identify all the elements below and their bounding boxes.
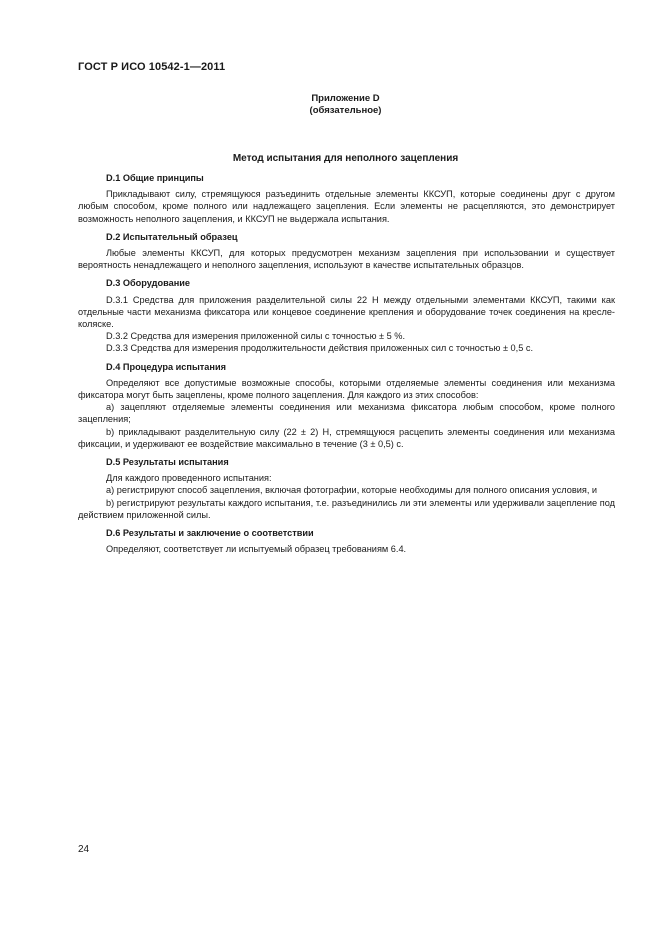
- section-d1: [78, 172, 615, 225]
- section-heading: D.5 Результаты испытания: [106, 457, 229, 468]
- paragraph: Определяют все допустимые возможные способы, которыми отделяемые элементы соединения или механизма фиксатора могут быть зацеплены, кроме полного зацепления. Для каждого из этих способов:: [78, 377, 615, 401]
- paragraph: а) регистрируют способ зацепления, включая фотографии, которые необходимы для полного описания условия, и: [106, 485, 598, 496]
- section-heading: D.3 Оборудование: [106, 278, 191, 289]
- annex-status: (обязательное): [309, 105, 382, 116]
- paragraph: b) регистрируют результаты каждого испытания, т.е. разъединились ли эти элементы или удерживали зацепление под действием приложенной силы.: [78, 497, 615, 520]
- section-d5: [78, 456, 615, 521]
- section-heading: D.6 Результаты и заключение о соответствии: [106, 528, 314, 539]
- section-d3: [78, 277, 615, 354]
- method-title: Метод испытания для неполного зацепления: [232, 153, 459, 164]
- section-d6: [78, 527, 615, 555]
- section-heading: D.2 Испытательный образец: [106, 231, 238, 242]
- page-number: 24: [78, 844, 90, 855]
- paragraph: Определяют, соответствует ли испытуемый образец требованиям 6.4.: [106, 544, 407, 555]
- paragraph: D.3.3 Средства для измерения продолжительности действия приложенных сил с точностью ± 0,5 с.: [106, 343, 534, 354]
- paragraph: b) прикладывают разделительную силу (22 ± 2) Н, стремящуюся расцепить элементы соединения или механизма фиксации, и удерживают ее воздействие максимально в течение (3 ± 0,5) с.: [78, 426, 615, 449]
- section-d2: [78, 231, 615, 272]
- paragraph: Прикладывают силу, стремящуюся разъединить отдельные элементы ККСУП, которые соединены друг с другом любым способом, кроме полного или надлежащего зацепления. Если элементы не расцепляются, это демонстрирует возможность неполного зацепления, и ККСУП не выдержала испытания.: [78, 189, 615, 224]
- document-code: ГОСТ Р ИСО 10542-1—2011: [78, 61, 226, 73]
- section-d4: [78, 361, 615, 450]
- paragraph: D.3.1 Средства для приложения разделительной силы 22 Н между отдельными элементами ККСУП, такими как отдельные части механизма фиксатора или концевое соединение крепления и оборудование точек соединения на кресле-коляске.: [78, 294, 615, 330]
- paragraph: а) зацепляют отделяемые элементы соединения или механизма фиксатора любым способом, кроме полного зацепления;: [78, 402, 615, 425]
- annex-title: Приложение D: [311, 93, 380, 104]
- section-heading: D.1 Общие принципы: [106, 173, 204, 183]
- paragraph: Для каждого проведенного испытания:: [106, 473, 272, 484]
- section-heading: D.4 Процедура испытания: [106, 361, 226, 372]
- document-body: [78, 172, 615, 561]
- paragraph: D.3.2 Средства для измерения приложенной силы с точностью ± 5 %.: [106, 331, 406, 342]
- paragraph: Любые элементы ККСУП, для которых предусмотрен механизм зацепления при использовании и существует вероятность ненадлежащего и неполного зацепления, используют в качестве испытательных образцов.: [78, 248, 615, 271]
